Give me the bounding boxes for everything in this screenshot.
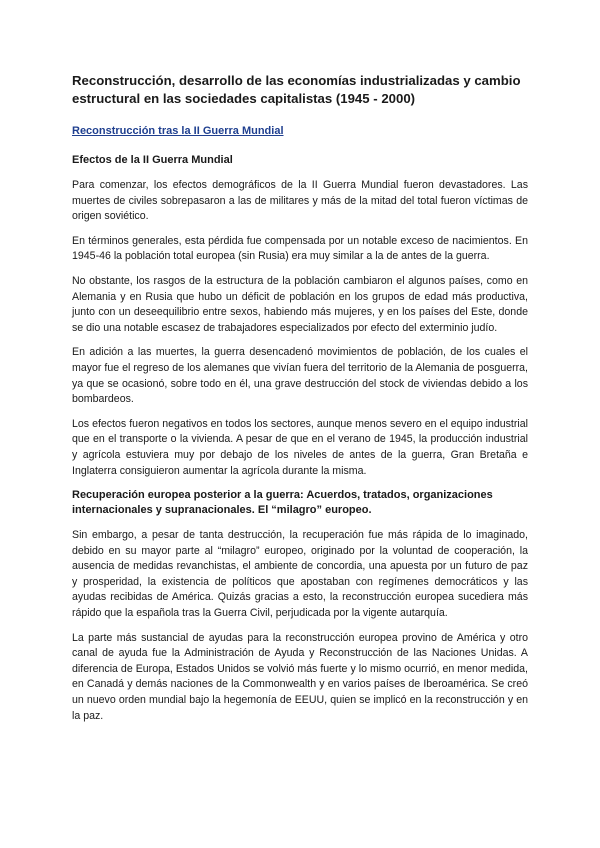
document-title: Reconstrucción, desarrollo de las economías industrializadas y cambio estructural en las sociedades capitalistas (1945 - 2000) bbox=[72, 73, 521, 106]
paragraph: No obstante, los rasgos de la estructura de la población cambiaron el algunos países, como en Alemania y en Rusia que hubo un déficit de población en los grupos de edad más productiva, junto con un deseequilibrio entre sexos, habiendo más mujeres, y en los países del Este, donde se dio una notable escasez de trabajadores especializados por efecto del exterminio judío. bbox=[72, 274, 528, 334]
paragraph: Los efectos fueron negativos en todos los sectores, aunque menos severo en el equipo industrial que en el transporte o la vivienda. A pesar de que en el verano de 1945, la producción industrial y agrícola estuviera muy por debajo de los niveles de antes de la guerra, Gran Bretaña e Inglaterra consiguieron aumentar la agrícola durante la misma. bbox=[72, 417, 528, 477]
paragraph: En adición a las muertes, la guerra desencadenó movimientos de población, de los cuales el mayor fue el regreso de los alemanes que vivían fuera del territorio de la Alemania de posguerra, ya que se ocasionó, sobre todo en él, una grave destrucción del stock de viviendas debido a los bombardeos. bbox=[72, 346, 528, 406]
paragraph: Sin embargo, a pesar de tanta destrucción, la recuperación fue más rápida de lo imaginado, debido en su mayor parte al “milagro” europeo, originado por la voluntad de cooperación, la ausencia de medidas revanchistas, el ambiente de concordia, una apuesta por un futuro de paz y prosperidad, la existencia de políticos que apostaban con regímenes democráticos y las ayudas recibidas de América. Quizás gracias a esto, la reconstrucción europea sucediera más rápido que la española tras la Guerra Civil, perjudicada por la vigente autarquía. bbox=[72, 529, 528, 620]
subheading-effects: Efectos de la II Guerra Mundial bbox=[72, 154, 233, 166]
section-link[interactable]: Reconstrucción tras la II Guerra Mundial bbox=[72, 125, 284, 137]
subheading-recovery: Recuperación europea posterior a la guerra: Acuerdos, tratados, organizaciones internacionales y supranacionales. El “milagro” europeo. bbox=[72, 489, 493, 517]
paragraph: En términos generales, esta pérdida fue compensada por un notable exceso de nacimientos. En 1945-46 la población total europea (sin Rusia) era muy similar a la de antes de la guerra. bbox=[72, 234, 528, 263]
document-page bbox=[72, 72, 528, 724]
paragraph: Para comenzar, los efectos demográficos de la II Guerra Mundial fueron devastadores. Las muertes de civiles sobrepasaron a las de militares y más de la mitad del total fueron víctimas de origen soviético. bbox=[72, 179, 528, 223]
paragraph: La parte más sustancial de ayudas para la reconstrucción europea provino de América y otro canal de ayuda fue la Administración de Ayuda y Reconstrucción de las Naciones Unidas. A diferencia de Europa, Estados Unidos se volvió más fuerte y lo mismo ocurrió, en menor medida, en Canadá y demás naciones de la Commonwealth y en varios países de Iberoamérica. Se creó un nuevo orden mundial bajo la hegemonía de EEUU, quien se implicó en la reconstrucción y en la paz. bbox=[72, 631, 528, 722]
